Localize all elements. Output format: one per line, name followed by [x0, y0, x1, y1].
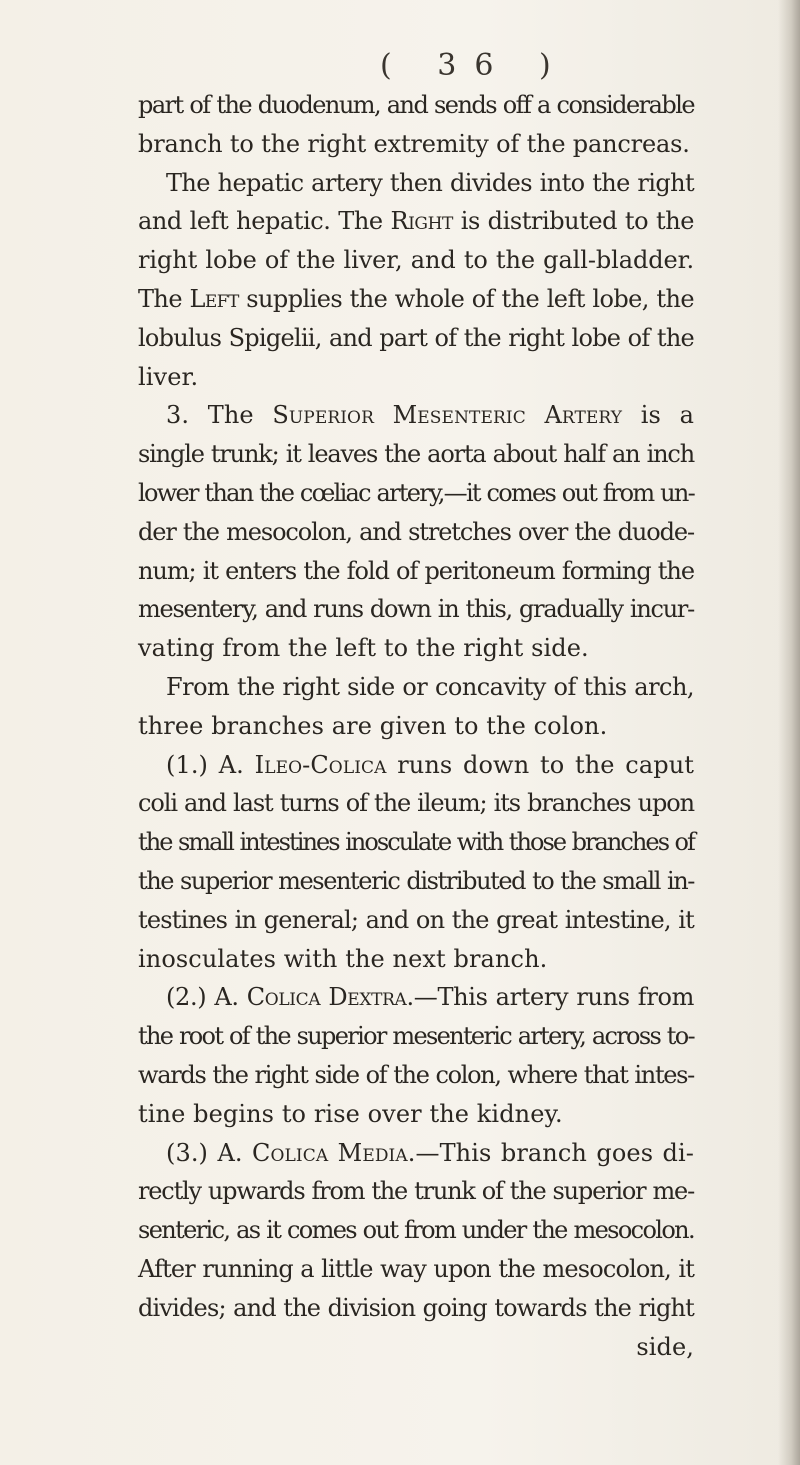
text-line: single trunk; it leaves the aorta about half an inch: [138, 440, 694, 469]
text-line: right lobe of the liver, and to the gall-bladder.: [138, 246, 694, 275]
text-line: lower than the cœliac artery,—it comes out from un-: [138, 478, 694, 507]
page-number: ( 36 ): [380, 48, 569, 83]
text-line: der the mesocolon, and stretches over the duode-: [138, 517, 694, 546]
text-line: and left hepatic. The Right is distributed to the: [138, 207, 694, 236]
text-line: (3.) A. Colica Media.—This branch goes di-: [166, 1138, 694, 1167]
text-line: the superior mesenteric distributed to the small in-: [138, 866, 694, 895]
text-line: three branches are given to the colon.: [138, 711, 608, 740]
body-text: [138, 86, 694, 1366]
text-line: mesentery, and runs down in this, gradually incur-: [138, 595, 694, 624]
text-line: testines in general; and on the great intestine, it: [138, 905, 694, 934]
text-line: senteric, as it comes out from under the mesocolon.: [138, 1216, 694, 1245]
text-line: (1.) A. Ileo-Colica runs down to the caput: [166, 750, 694, 779]
text-line: part of the duodenum, and sends off a considerable: [138, 91, 694, 119]
catchword: side,: [636, 1332, 694, 1361]
page-edge-shadow: [778, 0, 800, 1465]
text-line: 3. The Superior Mesenteric Artery is a: [166, 401, 694, 430]
text-line: lobulus Spigelii, and part of the right lobe of the: [138, 323, 694, 352]
text-line: (2.) A. Colica Dextra.—This artery runs from: [166, 983, 694, 1012]
text-line: branch to the right extremity of the pancreas.: [138, 129, 690, 158]
text-line: rectly upwards from the trunk of the superior me-: [138, 1177, 694, 1206]
text-line: the root of the superior mesenteric artery, across to-: [138, 1022, 694, 1051]
text-line: inosculates with the next branch.: [138, 944, 548, 973]
text-line: divides; and the division going towards the right: [138, 1293, 694, 1322]
text-line: coli and last turns of the ileum; its branches upon: [138, 789, 694, 818]
text-line: tine begins to rise over the kidney.: [138, 1099, 563, 1128]
text-line: The Left supplies the whole of the left lobe, the: [138, 284, 694, 313]
text-line: After running a little way upon the mesocolon, it: [138, 1254, 694, 1283]
text-line: wards the right side of the colon, where that intes-: [138, 1060, 694, 1089]
text-line: The hepatic artery then divides into the right: [166, 168, 694, 197]
text-line: From the right side or concavity of this arch,: [166, 672, 694, 701]
text-line: the small intestines inosculate with those branches of: [138, 828, 694, 857]
text-line: vating from the left to the right side.: [138, 634, 589, 663]
text-line: num; it enters the fold of peritoneum forming the: [138, 556, 694, 585]
text-line: liver.: [138, 362, 199, 391]
